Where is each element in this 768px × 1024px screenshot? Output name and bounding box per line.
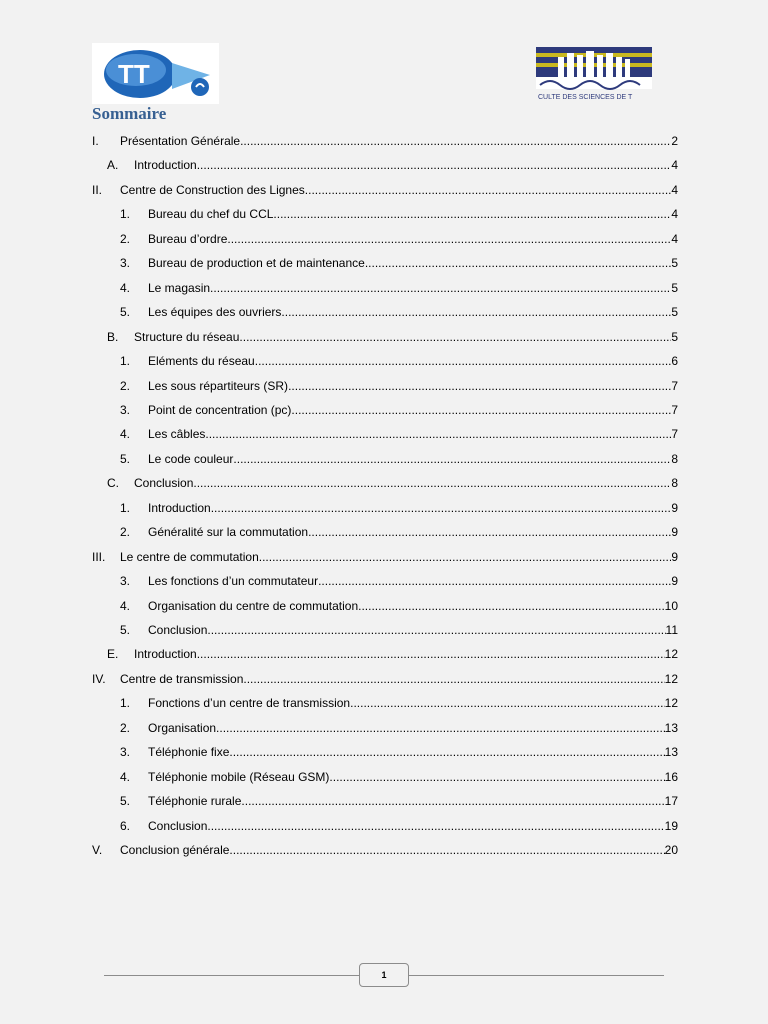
toc-entry-number: 3. [120, 256, 131, 270]
toc-entry-label: Le code couleur [148, 452, 234, 466]
toc-entry-label: Bureau d’ordre [148, 232, 228, 246]
toc-entry-number: 1. [120, 354, 131, 368]
toc-entry[interactable] [0, 255, 768, 271]
toc-entry[interactable] [0, 426, 768, 442]
toc-entry-label: Organisation du centre de commutation [148, 599, 359, 613]
toc-entry-page: 7 [671, 403, 678, 417]
toc-entry[interactable] [0, 500, 768, 516]
toc-entry[interactable] [0, 818, 768, 834]
toc-dot-leader [210, 280, 671, 296]
toc-entry-page: 11 [665, 623, 678, 637]
toc-entry-number: 5. [120, 794, 131, 808]
toc-dot-leader [281, 304, 671, 320]
toc-entry-page: 20 [664, 843, 678, 857]
toc-entry-page: 5 [671, 330, 678, 344]
toc-entry-number: C. [107, 476, 119, 490]
toc-entry-number: 6. [120, 819, 131, 833]
toc-dot-leader [240, 133, 671, 149]
toc-entry-label: Eléments du réseau [148, 354, 255, 368]
toc-entry-page: 2 [671, 134, 678, 148]
toc-entry-label: Les sous répartiteurs (SR) [148, 379, 289, 393]
toc-entry[interactable] [0, 280, 768, 296]
toc-dot-leader [259, 549, 672, 565]
toc-entry-page: 13 [664, 745, 678, 759]
toc-entry-number: 5. [120, 623, 131, 637]
toc-dot-leader [273, 206, 671, 222]
toc-entry-label: Bureau du chef du CCL [148, 207, 274, 221]
toc-entry-label: Fonctions d’un centre de transmission [148, 696, 351, 710]
toc-dot-leader [197, 646, 665, 662]
page-title: Sommaire [92, 104, 167, 123]
toc-entry-number: 1. [120, 501, 131, 515]
toc-entry-number: 3. [120, 745, 131, 759]
toc-entry[interactable] [0, 842, 768, 858]
toc-entry-page: 4 [671, 232, 678, 246]
toc-entry-page: 5 [671, 256, 678, 270]
toc-entry[interactable] [0, 598, 768, 614]
toc-dot-leader [227, 231, 671, 247]
toc-dot-leader [193, 475, 671, 491]
toc-entry[interactable] [0, 231, 768, 247]
toc-entry-page: 7 [671, 427, 678, 441]
toc-entry-number: IV. [92, 672, 106, 686]
toc-entry-page: 4 [671, 158, 678, 172]
toc-entry-label: Introduction [148, 501, 211, 515]
toc-entry-page: 5 [671, 281, 678, 295]
toc-entry[interactable] [0, 475, 768, 491]
toc-dot-leader [233, 451, 671, 467]
toc-entry-number: B. [107, 330, 119, 344]
toc-dot-leader [207, 622, 665, 638]
toc-dot-leader [241, 793, 664, 809]
toc-dot-leader [318, 573, 671, 589]
toc-entry[interactable] [0, 720, 768, 736]
toc-dot-leader [229, 842, 664, 858]
faculty-logo-text: CULTE DES SCIENCES DE T [538, 94, 633, 101]
toc-dot-leader [350, 695, 665, 711]
toc-entry-page: 12 [664, 647, 678, 661]
toc-entry-number: 2. [120, 232, 131, 246]
toc-entry[interactable] [0, 671, 768, 687]
toc-dot-leader [288, 378, 671, 394]
toc-entry[interactable] [0, 206, 768, 222]
toc-entry-page: 7 [671, 379, 678, 393]
footer-line-left [104, 975, 359, 976]
toc-entry-page: 8 [671, 476, 678, 490]
toc-entry-number: 4. [120, 281, 131, 295]
toc-entry[interactable] [0, 182, 768, 198]
toc-entry-page: 13 [664, 721, 678, 735]
toc-entry[interactable] [0, 695, 768, 711]
logo-text: TT [118, 59, 150, 89]
toc-entry-number: 5. [120, 305, 131, 319]
toc-entry-page: 9 [671, 501, 678, 515]
toc-entry-label: Conclusion [134, 476, 194, 490]
toc-entry-label: Structure du réseau [134, 330, 240, 344]
toc-entry-label: Conclusion [148, 819, 208, 833]
toc-entry[interactable] [0, 378, 768, 394]
toc-entry-label: Conclusion générale [120, 843, 230, 857]
toc-entry-number: 3. [120, 403, 131, 417]
toc-entry-page: 10 [664, 599, 678, 613]
toc-entry-page: 5 [671, 305, 678, 319]
toc-entry[interactable] [0, 304, 768, 320]
toc-entry[interactable] [0, 769, 768, 785]
toc-entry[interactable] [0, 524, 768, 540]
toc-entry-number: II. [92, 183, 103, 197]
toc-entry-label: Le centre de commutation [120, 550, 259, 564]
toc-entry-page: 17 [664, 794, 678, 808]
toc-entry-label: Les câbles [148, 427, 206, 441]
faculty-logo [536, 43, 652, 103]
toc-entry-page: 6 [671, 354, 678, 368]
toc-entry-label: Centre de Construction des Lignes [120, 183, 305, 197]
tunisie-telecom-logo [92, 43, 219, 104]
toc-entry-number: 3. [120, 574, 131, 588]
toc-entry-number: A. [107, 158, 119, 172]
toc-dot-leader [291, 402, 671, 418]
toc-entry-number: 4. [120, 427, 131, 441]
toc-entry[interactable] [0, 329, 768, 345]
toc-dot-leader [211, 500, 672, 516]
toc-entry-number: 1. [120, 207, 131, 221]
toc-dot-leader [305, 182, 672, 198]
toc-entry-label: Présentation Générale [120, 134, 241, 148]
toc-entry[interactable] [0, 133, 768, 149]
toc-dot-leader [365, 255, 671, 271]
toc-dot-leader [197, 157, 672, 173]
footer-line-right [408, 975, 664, 976]
toc-entry-number: 2. [120, 525, 131, 539]
toc-entry-number: I. [92, 134, 99, 148]
toc-entry[interactable] [0, 744, 768, 760]
toc-entry-label: Introduction [134, 647, 197, 661]
toc-entry-label: Téléphonie fixe [148, 745, 230, 759]
toc-entry[interactable] [0, 622, 768, 638]
toc-entry-page: 4 [671, 183, 678, 197]
toc-entry-label: Introduction [134, 158, 197, 172]
toc-entry[interactable] [0, 402, 768, 418]
toc-dot-leader [239, 329, 671, 345]
toc-entry-label: Organisation [148, 721, 217, 735]
toc-entry-page: 4 [671, 207, 678, 221]
toc-entry-number: V. [92, 843, 103, 857]
toc-entry-label: Généralité sur la commutation [148, 525, 309, 539]
toc-entry-number: 4. [120, 599, 131, 613]
toc-entry-number: 1. [120, 696, 131, 710]
toc-entry-label: Centre de transmission [120, 672, 244, 686]
toc-entry-number: E. [107, 647, 119, 661]
toc-entry[interactable] [0, 353, 768, 369]
toc-dot-leader [329, 769, 664, 785]
page-number: 1 [359, 963, 409, 987]
toc-entry-label: Téléphonie rurale [148, 794, 242, 808]
toc-entry-page: 9 [671, 525, 678, 539]
toc-entry[interactable] [0, 646, 768, 662]
toc-entry-page: 12 [664, 672, 678, 686]
toc-entry-number: 5. [120, 452, 131, 466]
toc-entry-page: 9 [671, 550, 678, 564]
toc-dot-leader [216, 720, 665, 736]
toc-entry[interactable] [0, 573, 768, 589]
toc-entry-label: Les fonctions d’un commutateur [148, 574, 319, 588]
toc-entry-label: Le magasin [148, 281, 211, 295]
toc-entry-number: 2. [120, 379, 131, 393]
toc-entry-page: 8 [671, 452, 678, 466]
toc-dot-leader [205, 426, 671, 442]
toc-dot-leader [255, 353, 672, 369]
toc-entry-label: Bureau de production et de maintenance [148, 256, 365, 270]
toc-entry-number: 2. [120, 721, 131, 735]
toc-entry[interactable] [0, 157, 768, 173]
toc-entry-page: 16 [664, 770, 678, 784]
toc-entry-number: III. [92, 550, 106, 564]
toc-entry-page: 12 [664, 696, 678, 710]
toc-entry[interactable] [0, 793, 768, 809]
toc-entry[interactable] [0, 451, 768, 467]
toc-entry-number: 4. [120, 770, 131, 784]
toc-entry-page: 19 [664, 819, 678, 833]
toc-dot-leader [358, 598, 665, 614]
toc-entry[interactable] [0, 549, 768, 565]
toc-dot-leader [207, 818, 664, 834]
toc-entry-label: Les équipes des ouvriers [148, 305, 282, 319]
toc-entry-label: Conclusion [148, 623, 208, 637]
toc-dot-leader [308, 524, 671, 540]
toc-entry-page: 9 [671, 574, 678, 588]
toc-dot-leader [229, 744, 664, 760]
toc-entry-label: Point de concentration (pc) [148, 403, 292, 417]
toc-dot-leader [243, 671, 664, 687]
toc-entry-label: Téléphonie mobile (Réseau GSM) [148, 770, 330, 784]
